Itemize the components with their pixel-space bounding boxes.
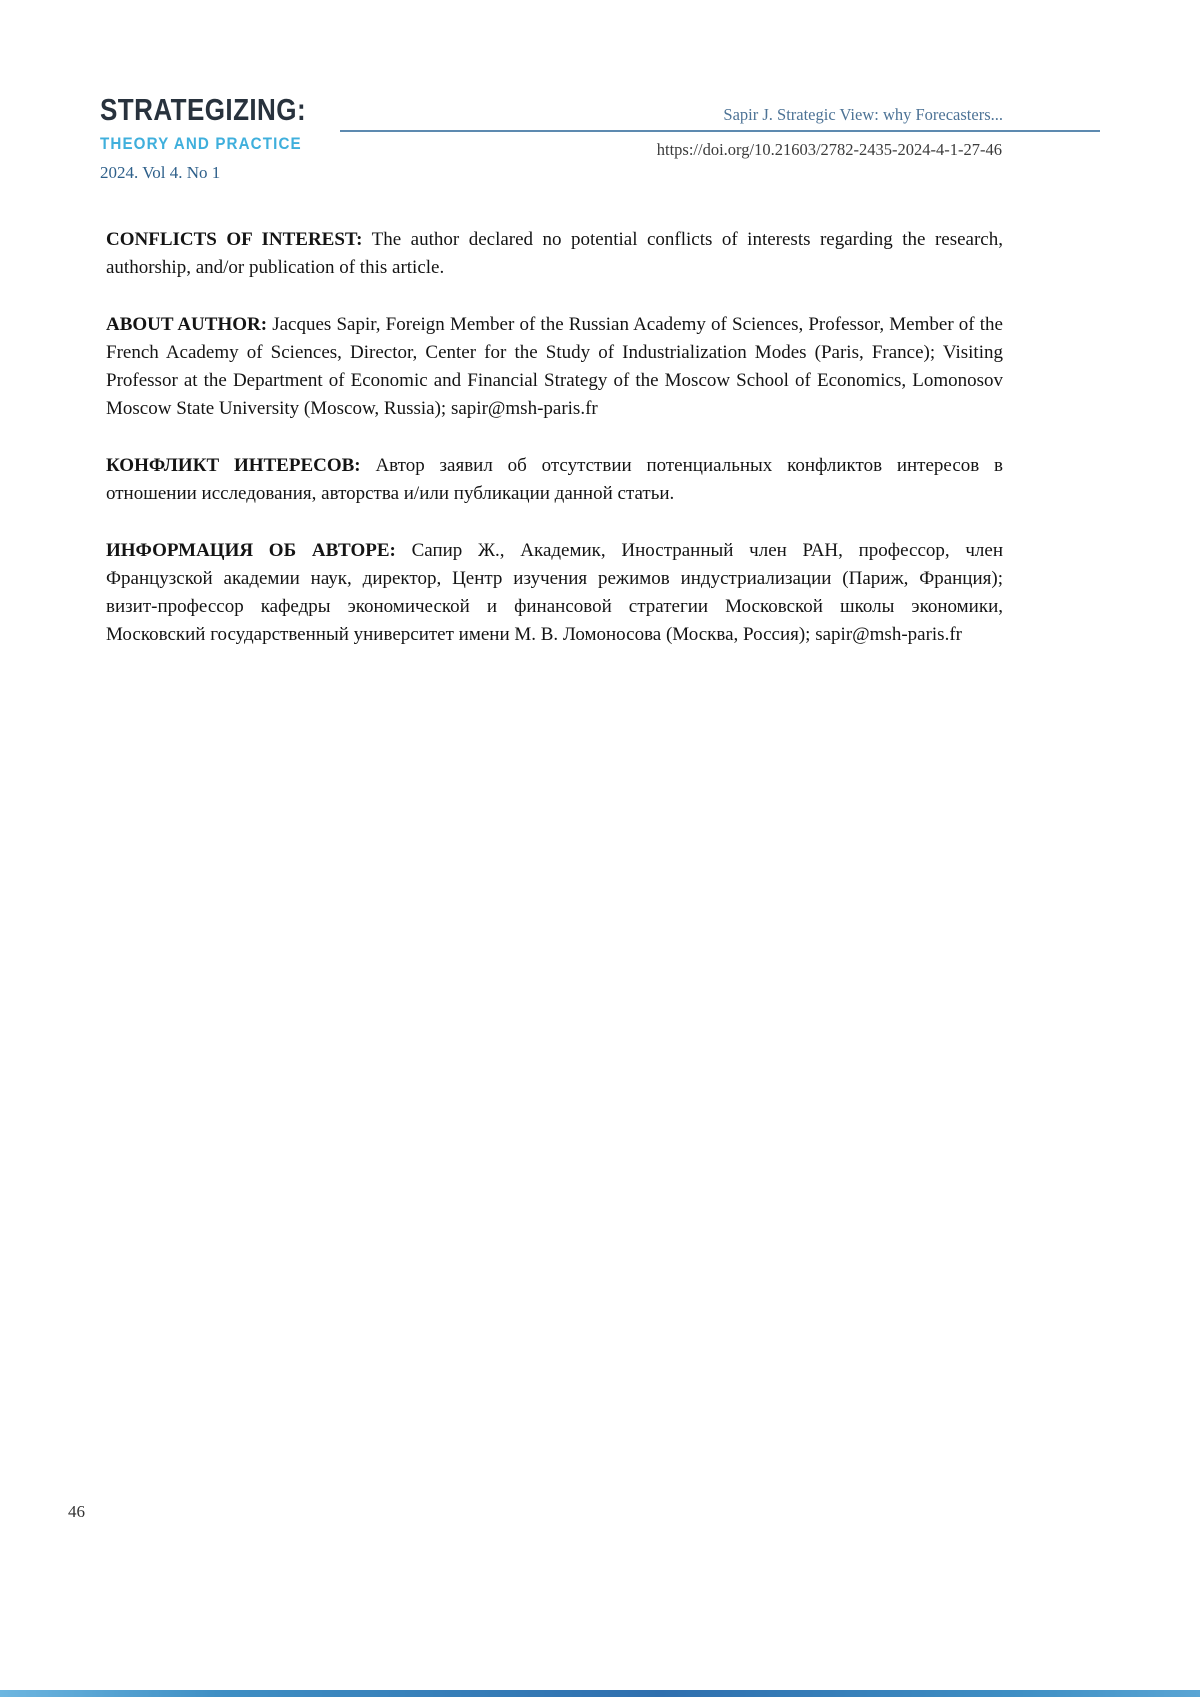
paragraph-label: ABOUT AUTHOR: — [106, 314, 268, 335]
header-divider-rule — [340, 130, 1100, 132]
paragraph-text: Jacques Sapir, Foreign Member of the Russian Academy of Sciences, Professor, Member of the French Academy of Sciences, Director, Center for the Study of Industrialization Modes (Paris, France); Visiting Professor at the Department of Economic and Financial Strategy of the Moscow School of Economics, Lomonosov Moscow State University (Moscow, Russia); sapir@msh-paris.fr — [106, 314, 1003, 419]
paragraph-about-author-en — [106, 311, 1003, 423]
page-number: 46 — [68, 1502, 85, 1521]
paragraph-conflicts-of-interest-ru — [106, 452, 1003, 508]
running-title: Sapir J. Strategic View: why Forecasters... — [723, 105, 1003, 124]
journal-logo-title: STRATEGIZING: — [100, 92, 307, 127]
paragraph-label: CONFLICTS OF INTEREST: — [106, 229, 363, 250]
page-bottom-accent-bar — [0, 1690, 1200, 1697]
paragraph-label: ИНФОРМАЦИЯ ОБ АВТОРЕ: — [106, 540, 396, 561]
journal-logo-subtitle: THEORY AND PRACTICE — [100, 135, 302, 153]
journal-volume-info: 2024. Vol 4. No 1 — [100, 163, 221, 182]
paragraph-label: КОНФЛИКТ ИНТЕРЕСОВ: — [106, 455, 361, 476]
paragraph-text: Автор заявил об отсутствии потенциальных конфликтов интересов в отношении исследования, авторства и/или публикации данной статьи. — [106, 455, 1004, 504]
journal-logo — [100, 92, 345, 183]
paragraph-conflicts-of-interest-en — [106, 226, 1003, 282]
paragraph-about-author-ru — [106, 537, 1003, 649]
paragraph-text: Сапир Ж., Академик, Иностранный член РАН, профессор, член Французской академии наук, директор, Центр изучения режимов индустриализации (Париж, Франция); визит-профессор кафедры экономической и финансовой стратегии Московской школы экономики, Московский государственный университет имени М. В. Ломоносова (Москва, Россия); sapir@msh-paris.fr — [106, 540, 1004, 645]
article-body — [106, 226, 1003, 678]
doi-link: https://doi.org/10.21603/2782-2435-2024-4-1-27-46 — [656, 140, 1002, 159]
paragraph-text: The author declared no potential conflicts of interests regarding the research, authorship, and/or publication of this article. — [106, 229, 1003, 278]
